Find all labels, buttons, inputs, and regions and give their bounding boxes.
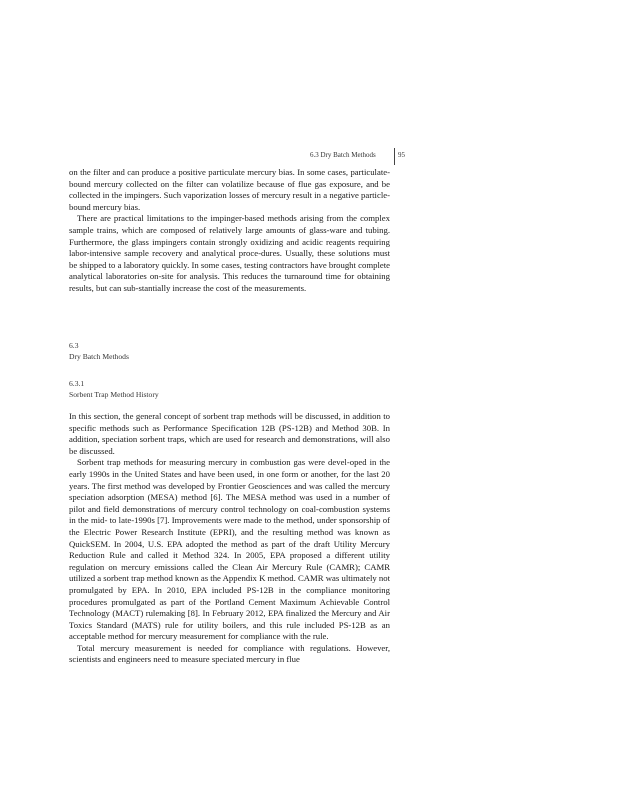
- subsection-number: 6.3.1: [69, 379, 85, 388]
- section-number: 6.3: [69, 341, 79, 350]
- paragraph: There are practical limitations to the impinger-based methods arising from the complex sample trains, which are composed of relatively large amounts of glass-ware and tubing. Furthermore, the glass impingers contain strongly oxidizing and acidic reagents requiring labor-intensive sample recovery and analytical proce-dures. Usually, these solutions must be shipped to a laboratory quickly. In some cases, testing contractors have brought complete analytical laboratories on-site for analysis. This reduces the turnaround time for obtaining results, but can sub-stantially increase the cost of the measurements.: [69, 213, 390, 293]
- section-title: Dry Batch Methods: [69, 352, 129, 361]
- paragraph: Sorbent trap methods for measuring mercury in combustion gas were devel-oped in the early 1990s in the United States and have been used, in one form or another, for the last 20 years. The first method was developed by Frontier Geosciences and was called the mercury speciation adsorption (MESA) method [6]. The MESA method was used in a number of pilot and field demonstrations of mercury control technology on coal-combustion systems in the mid- to late-1990s [7]. Improvements were made to the method, under sponsorship of the Electric Power Research Institute (EPRI), and the resulting method was known as QuickSEM. In 2004, U.S. EPA adopted the method as part of the draft Utility Mercury Reduction Rule and called it Method 324. In 2005, EPA proposed a different utility regulation on mercury emissions called the Clean Air Mercury Rule (CAMR); CAMR utilized a sorbent trap method known as the Appendix K method. CAMR was ultimately not promulgated by EPA. In 2010, EPA included PS-12B in the compliance monitoring procedures promulgated as part of the Portland Cement Maximum Achievable Control Technology (MACT) rulemaking [8]. In February 2012, EPA finalized the Mercury and Air Toxics Standard (MATS) rule for utility boilers, and this rule included PS-12B as an acceptable method for mercury measurement for compliance with the rule.: [69, 457, 390, 642]
- paragraph: In this section, the general concept of sorbent trap methods will be discussed, in addition to specific methods such as Performance Specification 12B (PS-12B) and Method 30B. In addition, speciation sorbent traps, which are used for research and demonstrations, will also be discussed.: [69, 411, 390, 456]
- body-text-block: [69, 411, 390, 666]
- running-header-title: 6.3 Dry Batch Methods: [310, 151, 376, 159]
- subsection-title: Sorbent Trap Method History: [69, 390, 159, 399]
- subsection-heading: [69, 378, 390, 400]
- page-number: 95: [398, 151, 405, 159]
- section-heading: [69, 340, 390, 362]
- top-text-block: [69, 167, 390, 295]
- paragraph: on the filter and can produce a positive particulate mercury bias. In some cases, particulate-bound mercury collected on the filter can volatilize because of flue gas exposure, and be collected in the impingers. Such vaporization losses of mercury result in a negative particle-bound mercury bias.: [69, 167, 390, 212]
- paragraph: Total mercury measurement is needed for compliance with regulations. However, scientists and engineers need to measure speciated mercury in flue: [69, 642, 390, 665]
- header-separator: [394, 148, 395, 165]
